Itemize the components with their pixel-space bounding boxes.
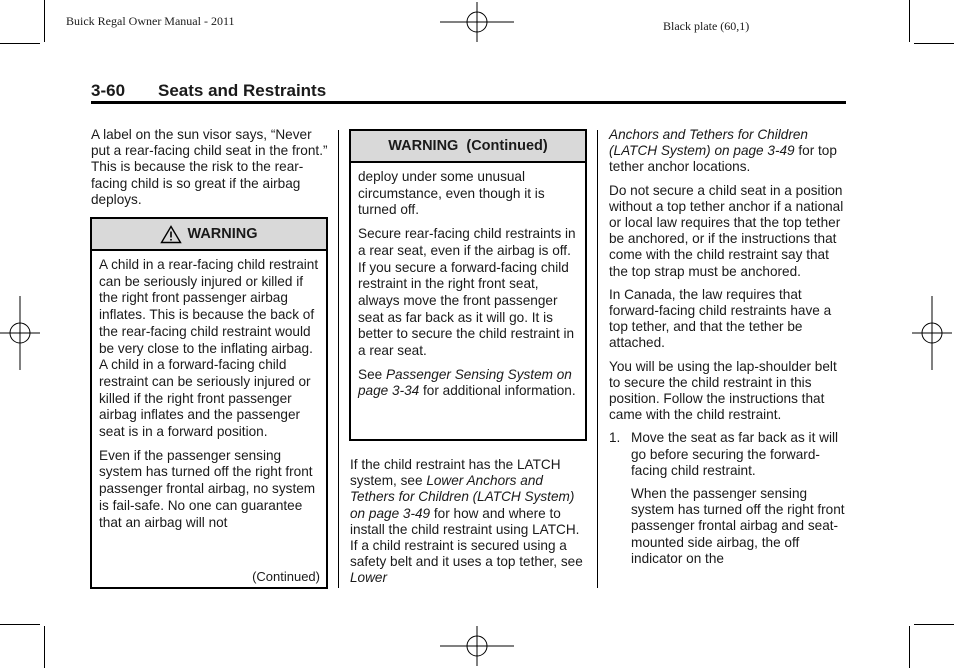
text-run: See	[358, 366, 386, 382]
page-reference: Anchors and Tethers for Children (LATCH System) on page 3-49	[609, 127, 808, 159]
crop-mark	[914, 624, 954, 625]
page-reference: Lower	[350, 570, 388, 586]
crop-mark	[0, 43, 40, 44]
text-run: If the child restraint has the LATCH system, see	[350, 457, 561, 489]
text-run: for additional information.	[419, 383, 576, 399]
warning-continued-header: WARNING (Continued)	[351, 131, 585, 163]
warning-continued-body	[351, 163, 585, 400]
step-number: 1.	[609, 430, 621, 446]
warning-label: WARNING	[187, 226, 258, 242]
warning-paragraph: A child in a rear-facing child restraint can be seriously injured or killed if the right front passenger airbag inflates. This is because the back of the rear-facing child restraint would be very close to the inflating airbag. A child in a forward-facing child restraint can be seriously injured or killed if the right front passenger airbag inflates and the passenger seat is in a forward position.	[99, 257, 319, 440]
continued-paragraph	[609, 127, 847, 176]
steps-list	[609, 430, 847, 479]
manual-title: Buick Regal Owner Manual - 2011	[66, 14, 235, 28]
continued-label: (Continued)	[252, 569, 320, 584]
intro-paragraph: A label on the sun visor says, “Never put a rear-facing child seat in the front.” This is because the risk to the rear-facing child is so great if the airbag deploys.	[91, 127, 328, 207]
section-title: Seats and Restraints	[158, 81, 327, 100]
warning-paragraph	[358, 367, 578, 400]
column-divider	[597, 130, 598, 588]
latch-paragraph	[350, 457, 586, 587]
warning-paragraph: deploy under some unusual circumstance, even though it is turned off.	[358, 169, 545, 218]
page-number: 3-60	[91, 81, 126, 100]
crop-mark	[0, 624, 40, 625]
step-subparagraph: When the passenger sensing system has turned off the right front passenger frontal airbag and seat-mounted side airbag, the off indicator on the	[631, 486, 845, 566]
registration-mark-icon	[912, 296, 952, 370]
section-rule	[91, 101, 846, 104]
crop-mark	[909, 0, 910, 42]
warning-box	[90, 217, 328, 589]
text-run: for top tether anchor locations.	[609, 143, 837, 175]
warning-header	[92, 219, 326, 251]
crop-mark	[44, 626, 45, 668]
registration-mark-icon	[0, 296, 40, 370]
column-3	[609, 127, 847, 574]
warning-continued-box	[349, 129, 587, 441]
paragraph: In Canada, the law requires that forward-facing child restraints have a top tether, and that the tether be attached.	[609, 286, 832, 351]
column-divider	[338, 130, 339, 588]
paragraph: Do not secure a child seat in a position without a top tether anchor if a national or local law requires that the top tether be anchored, or if the instructions that come with the child restraint say that the top strap must be anchored.	[609, 182, 844, 279]
paragraph: You will be using the lap-shoulder belt to secure the child restraint in this position. Follow the instructions that came with the child restraint.	[609, 358, 837, 423]
text-run: for how and where to install the child restraint using LATCH. If a child restraint is secured using a safety belt and it uses a top tether, see	[350, 505, 583, 570]
warning-body	[92, 251, 326, 531]
crop-mark	[909, 626, 910, 668]
crop-mark	[44, 0, 45, 42]
warning-paragraph: Secure rear-facing child restraints in a rear seat, even if the airbag is off. If you secure a forward-facing child restraint in the right front seat, always move the front passenger seat as far back as it will go. It is better to secure the child restraint in a rear seat.	[358, 226, 576, 359]
page-reference: Lower Anchors and Tethers for Children (LATCH System) on page 3-49	[350, 473, 575, 521]
plate-label: Black plate (60,1)	[663, 19, 750, 33]
page-reference: Passenger Sensing System on page 3-34	[358, 366, 572, 399]
warning-paragraph: Even if the passenger sensing system has turned off the right front passenger frontal airbag, no system is fail-safe. No one can guarantee that an airbag will not	[99, 447, 316, 530]
warning-triangle-icon	[160, 225, 182, 244]
column-2-text	[350, 457, 586, 594]
column-1	[91, 127, 331, 215]
registration-mark-icon	[440, 626, 514, 666]
registration-mark-icon	[440, 2, 514, 42]
crop-mark	[914, 43, 954, 44]
list-item	[609, 430, 847, 479]
step-text: Move the seat as far back as it will go before securing the forward-facing child restraint.	[631, 430, 839, 478]
